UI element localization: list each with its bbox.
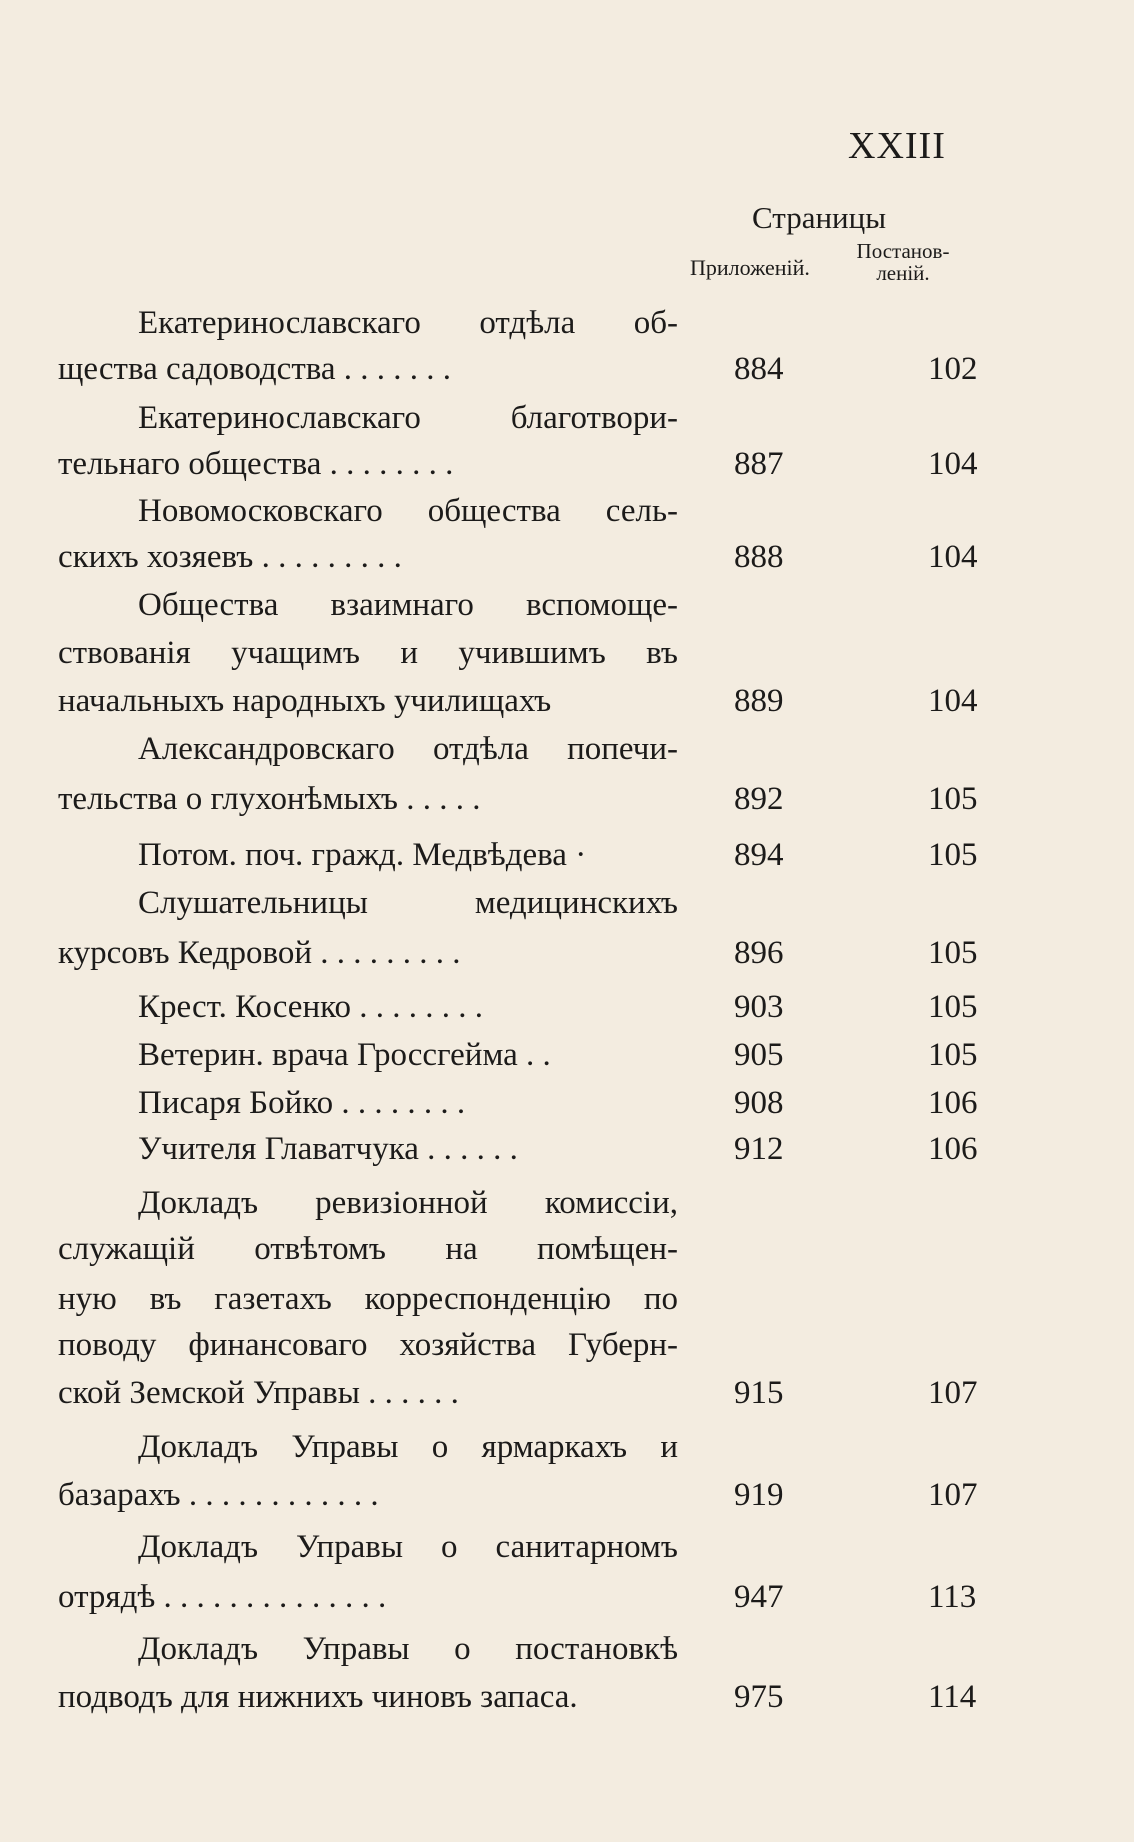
- applications-page-number: 896: [734, 935, 784, 971]
- applications-page-number: 919: [734, 1477, 784, 1513]
- resolutions-page-number: 102: [928, 351, 978, 387]
- applications-page-number: 889: [734, 683, 784, 719]
- resolutions-page-number: 105: [928, 781, 978, 817]
- resolutions-page-number: 105: [928, 1037, 978, 1073]
- entry-text-line: Слушательницы медицинскихъ: [138, 885, 678, 921]
- entry-text-line: Потом. поч. гражд. Медвѣдева ·: [138, 837, 587, 873]
- page-number: XXIII: [848, 125, 946, 167]
- resolutions-page-number: 107: [928, 1477, 978, 1513]
- entry-text-line: служащій отвѣтомъ на помѣщен-: [58, 1231, 678, 1267]
- applications-page-number: 894: [734, 837, 784, 873]
- entry-text-line: поводу финансоваго хозяйства Губерн-: [58, 1327, 678, 1363]
- resolutions-page-number: 106: [928, 1085, 978, 1121]
- entry-text-line: Докладъ Управы о санитарномъ: [138, 1529, 678, 1565]
- entry-text-line: Докладъ Управы о ярмаркахъ и: [138, 1429, 678, 1465]
- applications-page-number: 903: [734, 989, 784, 1025]
- entry-text-line: Екатеринославскаго благотвори-: [138, 400, 678, 436]
- applications-page-number: 905: [734, 1037, 784, 1073]
- entry-text-line: Крест. Косенко . . . . . . . .: [138, 989, 483, 1025]
- entry-text-line: тельства о глухонѣмыхъ . . . . .: [58, 781, 481, 817]
- entry-text-line: подводъ для нижнихъ чиновъ запаса.: [58, 1679, 578, 1715]
- entry-text-line: отрядѣ . . . . . . . . . . . . . .: [58, 1579, 387, 1615]
- entry-text-line: ствованія учащимъ и учившимъ въ: [58, 635, 678, 671]
- resolutions-page-number: 114: [928, 1679, 977, 1715]
- pages-column-header: Страницы: [752, 200, 887, 235]
- resolutions-column-header: [848, 240, 958, 284]
- applications-column-header: Приложеній.: [690, 255, 810, 280]
- applications-page-number: 887: [734, 446, 784, 482]
- resolutions-page-number: 104: [928, 683, 978, 719]
- resolutions-page-number: 105: [928, 837, 978, 873]
- applications-page-number: 888: [734, 539, 784, 575]
- applications-page-number: 912: [734, 1131, 784, 1167]
- entry-text-line: щества садоводства . . . . . . .: [58, 351, 452, 387]
- resolutions-header-line: леній.: [876, 261, 930, 285]
- entry-text-line: Докладъ Управы о постановкѣ: [138, 1631, 678, 1667]
- entry-text-line: Докладъ ревизіонной комиссіи,: [138, 1185, 678, 1221]
- resolutions-page-number: 104: [928, 539, 978, 575]
- entry-text-line: Писаря Бойко . . . . . . . .: [138, 1085, 466, 1121]
- entry-text-line: Александровскаго отдѣла попечи-: [138, 731, 678, 767]
- entry-text-line: ской Земской Управы . . . . . .: [58, 1375, 459, 1411]
- applications-page-number: 884: [734, 351, 784, 387]
- entry-text-line: Екатеринославскаго отдѣла об-: [138, 305, 678, 341]
- entry-text-line: скихъ хозяевъ . . . . . . . . .: [58, 539, 402, 575]
- entry-text-line: Учителя Главатчука . . . . . .: [138, 1131, 518, 1167]
- entry-text-line: Новомосковскаго общества сель-: [138, 493, 678, 529]
- entry-text-line: курсовъ Кедровой . . . . . . . . .: [58, 935, 461, 971]
- resolutions-header-line: Постанов-: [856, 239, 950, 263]
- resolutions-page-number: 106: [928, 1131, 978, 1167]
- entry-text-line: тельнаго общества . . . . . . . .: [58, 446, 454, 482]
- applications-page-number: 975: [734, 1679, 784, 1715]
- applications-page-number: 908: [734, 1085, 784, 1121]
- applications-page-number: 892: [734, 781, 784, 817]
- applications-page-number: 947: [734, 1579, 784, 1615]
- resolutions-page-number: 104: [928, 446, 978, 482]
- applications-page-number: 915: [734, 1375, 784, 1411]
- entry-text-line: Общества взаимнаго вспомоще-: [138, 587, 678, 623]
- resolutions-page-number: 113: [928, 1579, 977, 1615]
- resolutions-page-number: 105: [928, 989, 978, 1025]
- entry-text-line: ную въ газетахъ корреспонденцію по: [58, 1281, 678, 1317]
- resolutions-page-number: 107: [928, 1375, 978, 1411]
- resolutions-page-number: 105: [928, 935, 978, 971]
- entry-text-line: Ветерин. врача Гроссгейма . .: [138, 1037, 551, 1073]
- entry-text-line: начальныхъ народныхъ училищахъ: [58, 683, 552, 719]
- entry-text-line: базарахъ . . . . . . . . . . . .: [58, 1477, 379, 1513]
